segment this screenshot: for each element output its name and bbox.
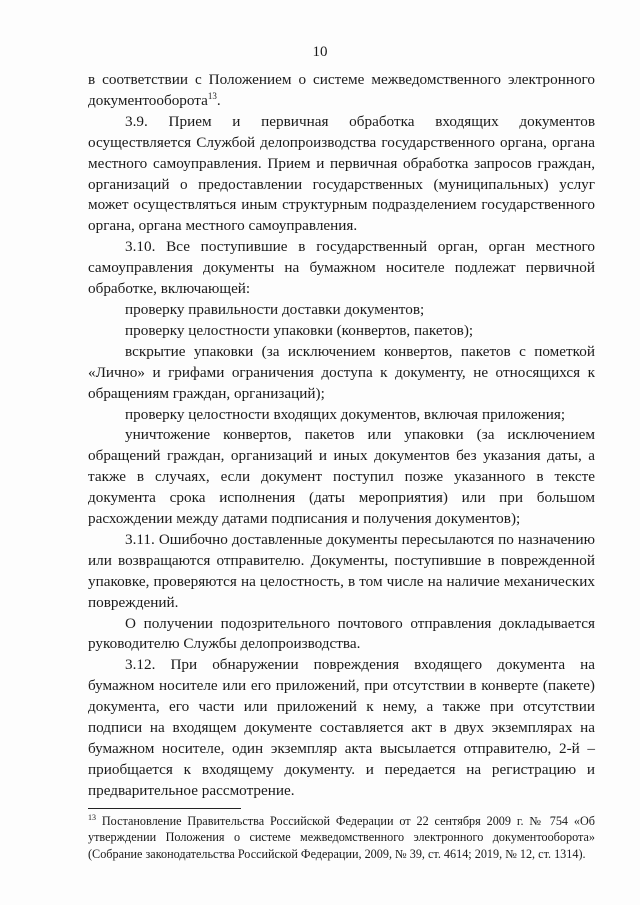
list-item-destruction: уничтожение конвертов, пакетов или упаковки (за исключением обращений граждан, организаций и иных документов без указания даты, а также в случаях, если документ поступил позже указанного в тексте документа срока исполнения (даты мероприятия) или при большом расхождении между датами подписания и получения документов); — [88, 426, 595, 528]
footnote-reference: 13 — [207, 90, 217, 101]
paragraph-3-10: 3.10. Все поступившие в государственный орган, орган местного самоуправления документы на бумажном носителе подлежат первичной обработке, включающей: — [88, 238, 595, 298]
footnote-text: Постановление Правительства Российской Федерации от 22 сентября 2009 г. № 754 «Об утверждении Положения о системе межведомственного электронного документооборота» (Собрание законодательства Российской Федерации, 2009, № 39, ст. 4614; 2019, № 12, ст. 1314). — [88, 814, 595, 861]
list-item-opening: вскрытие упаковки (за исключением конвертов, пакетов с пометкой «Лично» и грифами ограничения доступа к документу, не относящихся к обращениям граждан, организаций); — [88, 342, 595, 402]
paragraph-3-11: 3.11. Ошибочно доставленные документы пересылаются по назначению или возвращаются отправителю. Документы, поступившие в поврежденной упаковке, проверяются на целостность, в том числе на наличие механических повреждений. — [88, 530, 595, 611]
page-number: 10 — [312, 44, 328, 60]
list-item-package-check: проверку целостности упаковки (конвертов, пакетов); — [125, 321, 474, 339]
body-text — [88, 70, 595, 802]
list-item-document-check: проверку целостности входящих документов, включая приложения; — [125, 405, 566, 423]
footnote-separator — [88, 808, 241, 809]
footnote — [88, 813, 595, 862]
footnote-number: 13 — [88, 813, 96, 822]
list-item-delivery-check: проверку правильности доставки документов; — [125, 300, 425, 318]
paragraph-continuation: в соответствии с Положением о системе межведомственного электронного документооборота$^{13}$. — [88, 71, 595, 109]
paragraph-3-12: 3.12. При обнаружении повреждения входящего документа на бумажном носителе или его приложений, при отсутствии в конверте (пакете) документа, его части или приложений к нему, а также при отсутствии подписи на входящем документе составляется акт в двух экземплярах на бумажном носителе, один экземпляр акта высылается отправителю, 2-й – приобщается к входящему документу. и передается на регистрацию и предварительное рассмотрение. — [88, 656, 595, 799]
paragraph-suspicious-mail: О получении подозрительного почтового отправления докладывается руководителю Службы делопроизводства. — [88, 614, 595, 653]
paragraph-3-9: 3.9. Прием и первичная обработка входящих документов осуществляется Службой делопроизводства государственного органа, органа местного самоуправления. Прием и первичная обработка запросов граждан, организаций о предоставлении государственных (муниципальных) услуг может осуществляться иным структурным подразделением государственного органа, органа местного самоуправления. — [88, 112, 595, 235]
